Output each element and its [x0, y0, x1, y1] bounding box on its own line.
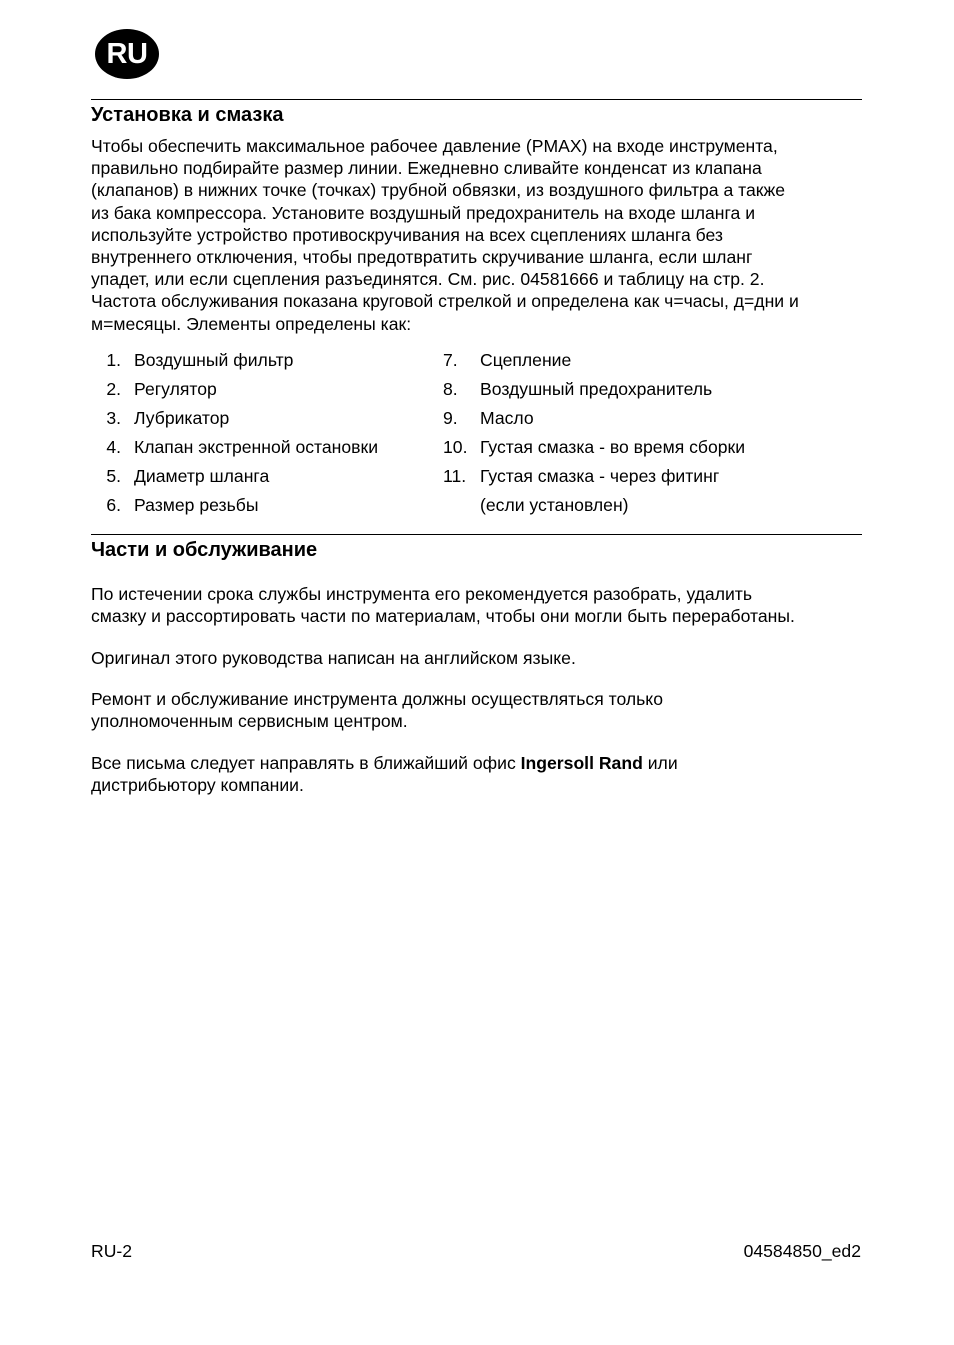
disposal-paragraph: [91, 583, 866, 627]
text-line: из бака компрессора. Установите воздушный предохранитель на входе шланга и: [91, 202, 756, 223]
text-line: Все письма следует направлять в ближайший офис: [91, 753, 521, 773]
list-item: [97, 494, 427, 523]
text-line: правильно подбирайте размер линии. Ежедневно сливайте конденсат из клапана: [91, 158, 762, 179]
list-item-text: Диаметр шланга: [134, 466, 270, 486]
text-line: дистрибьютору компании.: [91, 775, 304, 796]
list-item-number: 6.: [106, 495, 121, 515]
text-line: упадет, или если сцепления разъединятся. См. рис. 04581666 и таблицу на стр. 2.: [91, 269, 765, 290]
list-item-number: 3.: [106, 408, 121, 428]
document-id: 04584850_ed2: [743, 1241, 861, 1261]
section-title-installation: Установка и смазка: [91, 104, 284, 126]
text-line: Оригинал этого руководства написан на английском языке.: [91, 648, 576, 668]
brand-name: Ingersoll Rand: [520, 753, 643, 773]
item-list-left: [97, 349, 427, 523]
language-badge: [95, 29, 159, 79]
list-item-number: 10.: [443, 437, 468, 457]
section-title-parts-service: Части и обслуживание: [91, 539, 318, 561]
list-item: [443, 436, 863, 465]
list-item-text: Воздушный фильтр: [134, 350, 294, 370]
list-item: [443, 407, 863, 436]
text-line: Частота обслуживания показана круговой стрелкой и определена как ч=часы, д=дни и: [91, 291, 799, 312]
list-item-text: Сцепление: [480, 350, 572, 370]
text-line: Ремонт и обслуживание инструмента должны осуществляться только: [91, 689, 663, 709]
text-line: смазку и рассортировать части по материалам, чтобы они могли быть переработаны.: [91, 606, 795, 627]
list-item-text: Регулятор: [134, 379, 217, 399]
list-item: [97, 349, 427, 378]
list-item-text: Лубрикатор: [134, 408, 230, 428]
list-item: [443, 465, 863, 494]
text-line: или: [642, 753, 678, 773]
list-item-number: 11.: [443, 466, 467, 486]
language-badge-label: RU: [106, 37, 148, 70]
repair-paragraph: [91, 688, 866, 732]
list-item-number: 9.: [443, 408, 458, 428]
list-item-text: (если установлен): [480, 495, 629, 515]
list-item: [97, 465, 427, 494]
list-item-text: Густая смазка - через фитинг: [480, 466, 720, 486]
section-divider-middle: [91, 534, 862, 535]
list-item-text: Масло: [480, 408, 534, 428]
list-item-number: 2.: [106, 379, 121, 399]
list-item-text: Густая смазка - во время сборки: [480, 437, 746, 457]
text-line: уполномоченным сервисным центром.: [91, 711, 408, 732]
page-number: RU-2: [91, 1241, 133, 1261]
list-item-text: Клапан экстренной остановки: [134, 437, 379, 457]
list-item: [443, 378, 863, 407]
installation-paragraph: [91, 135, 866, 335]
original-language-paragraph: [91, 647, 866, 669]
list-item: [443, 349, 863, 378]
text-line: По истечении срока службы инструмента его рекомендуется разобрать, удалить: [91, 584, 753, 604]
list-item-number: 5.: [106, 466, 121, 486]
text-line: внутреннего отключения, чтобы предотвратить скручивание шланга, если шланг: [91, 247, 753, 268]
list-item: [97, 407, 427, 436]
text-line: (клапанов) в нижних точке (точках) трубной обвязки, из воздушного фильтра а также: [91, 180, 786, 201]
correspondence-paragraph: [91, 752, 866, 796]
item-list-right: [443, 349, 863, 523]
list-item: [97, 436, 427, 465]
text-line: используйте устройство противоскручивания на всех сцеплениях шланга без: [91, 224, 723, 245]
list-item: [97, 378, 427, 407]
list-item-number: 4.: [106, 437, 121, 457]
list-item-number: 8.: [443, 379, 458, 399]
text-line: м=месяцы. Элементы определены как:: [91, 313, 412, 334]
text-line: Чтобы обеспечить максимальное рабочее давление (PMAX) на входе инструмента,: [91, 136, 778, 156]
list-item-number: 7.: [443, 350, 458, 370]
list-item-text: Размер резьбы: [134, 495, 259, 515]
section-divider-top: [91, 99, 862, 100]
list-item-text: Воздушный предохранитель: [480, 379, 713, 399]
list-item: [443, 494, 863, 523]
list-item-number: 1.: [106, 350, 121, 370]
